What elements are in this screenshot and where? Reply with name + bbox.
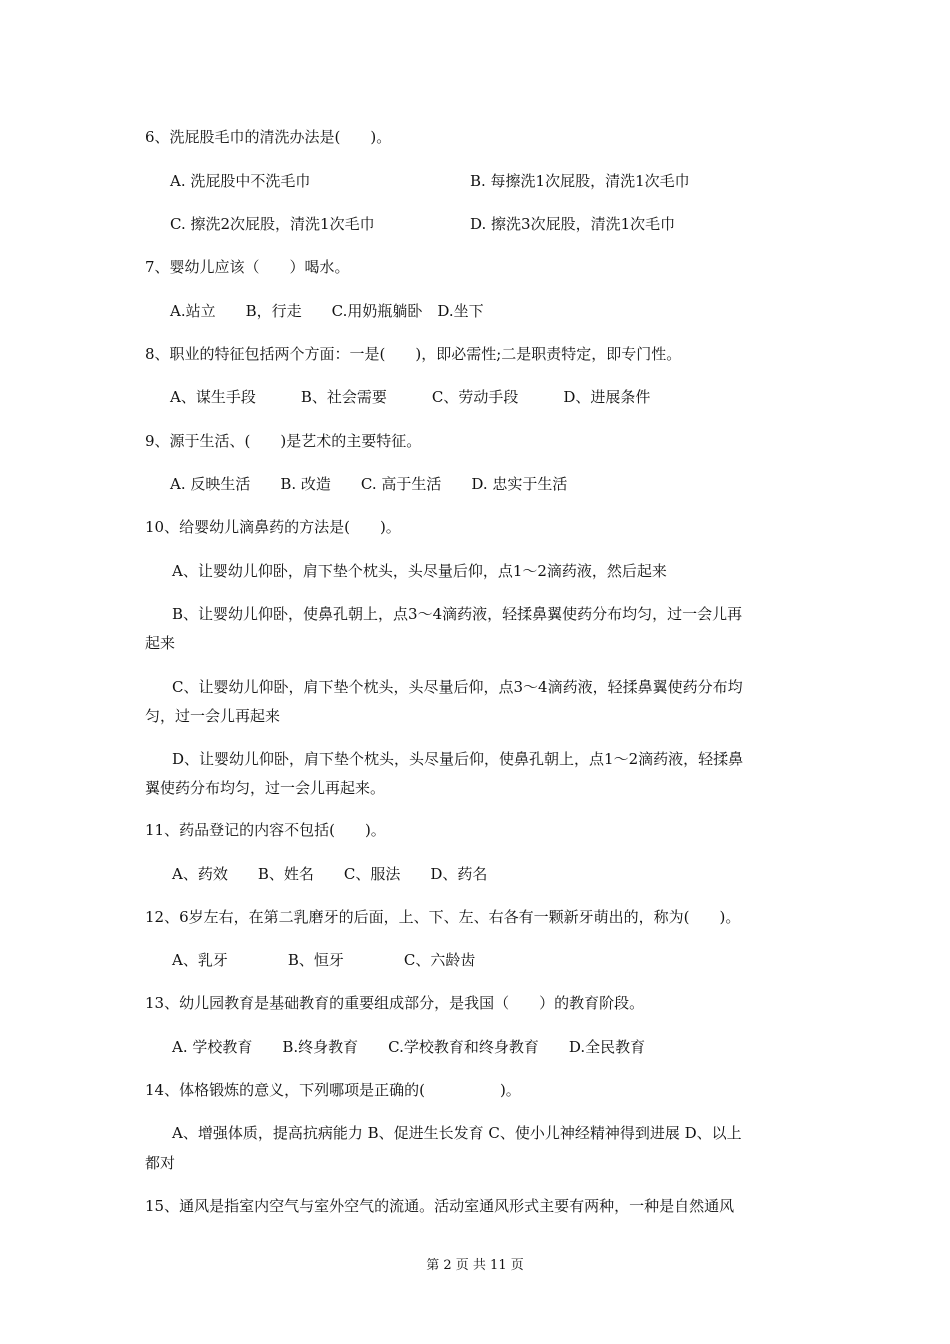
question-10-option-b-line1: B、让婴幼儿仰卧，使鼻孔朝上，点3～4滴药液，轻揉鼻翼使药分布均匀，过一会儿再: [172, 605, 743, 623]
question-14-options-line2: 都对: [145, 1154, 176, 1172]
question-13-stem: 13、幼儿园教育是基础教育的重要组成部分，是我国（ ）的教育阶段。: [145, 994, 645, 1012]
question-14-stem: 14、体格锻炼的意义，下列哪项是正确的( )。: [145, 1081, 521, 1099]
question-10-stem: 10、给婴幼儿滴鼻药的方法是( )。: [145, 518, 401, 536]
question-9-options: A. 反映生活 B. 改造 C. 高于生活 D. 忠实于生活: [170, 475, 568, 493]
question-14-options-line1: A、增强体质，提高抗病能力 B、促进生长发育 C、使小儿神经精神得到进展 D、以上: [172, 1124, 742, 1142]
question-6-option-b: B. 每擦洗1次屁股，清洗1次毛巾: [470, 172, 690, 190]
question-8-stem: 8、职业的特征包括两个方面：一是( )，即必需性;二是职责特定，即专门性。: [145, 345, 682, 363]
question-13-options: A. 学校教育 B.终身教育 C.学校教育和终身教育 D.全民教育: [172, 1038, 646, 1056]
question-6-stem: 6、洗屁股毛巾的清洗办法是( )。: [145, 128, 392, 146]
question-6-option-c: C. 擦洗2次屁股，清洗1次毛巾: [170, 215, 375, 233]
question-11-options: A、药效 B、姓名 C、服法 D、药名: [172, 865, 488, 883]
question-10-option-a: A、让婴幼儿仰卧，肩下垫个枕头，头尽量后仰，点1～2滴药液，然后起来: [172, 562, 667, 580]
question-8-options: A、谋生手段 B、社会需要 C、劳动手段 D、进展条件: [170, 388, 651, 406]
question-6-option-d: D. 擦洗3次屁股，清洗1次毛巾: [470, 215, 676, 233]
question-7-stem: 7、婴幼儿应该（ ）喝水。: [145, 258, 350, 276]
question-10-option-d-line2: 翼使药分布均匀，过一会儿再起来。: [145, 779, 386, 797]
question-11-stem: 11、药品登记的内容不包括( )。: [145, 821, 386, 839]
question-9-stem: 9、源于生活、( )是艺术的主要特征。: [145, 432, 422, 450]
question-10-option-c-line1: C、让婴幼儿仰卧，肩下垫个枕头，头尽量后仰，点3～4滴药液，轻揉鼻翼使药分布均: [172, 678, 743, 696]
question-6-option-a: A. 洗屁股中不洗毛巾: [170, 172, 311, 190]
question-10-option-b-line2: 起来: [145, 634, 176, 652]
question-7-options: A.站立 B，行走 C.用奶瓶躺卧 D.坐下: [170, 302, 484, 320]
question-12-stem: 12、6岁左右，在第二乳磨牙的后面，上、下、左、右各有一颗新牙萌出的，称为( )。: [145, 908, 741, 926]
question-10-option-c-line2: 匀，过一会儿再起来: [145, 707, 281, 725]
question-10-option-d-line1: D、让婴幼儿仰卧，肩下垫个枕头，头尽量后仰，使鼻孔朝上，点1～2滴药液，轻揉鼻: [172, 750, 744, 768]
question-15-stem: 15、通风是指室内空气与室外空气的流通。活动室通风形式主要有两种，一种是自然通风: [145, 1197, 735, 1215]
question-12-options: A、乳牙 B、恒牙 C、六龄齿: [172, 951, 476, 969]
page-footer: 第 2 页 共 11 页: [426, 1258, 524, 1273]
